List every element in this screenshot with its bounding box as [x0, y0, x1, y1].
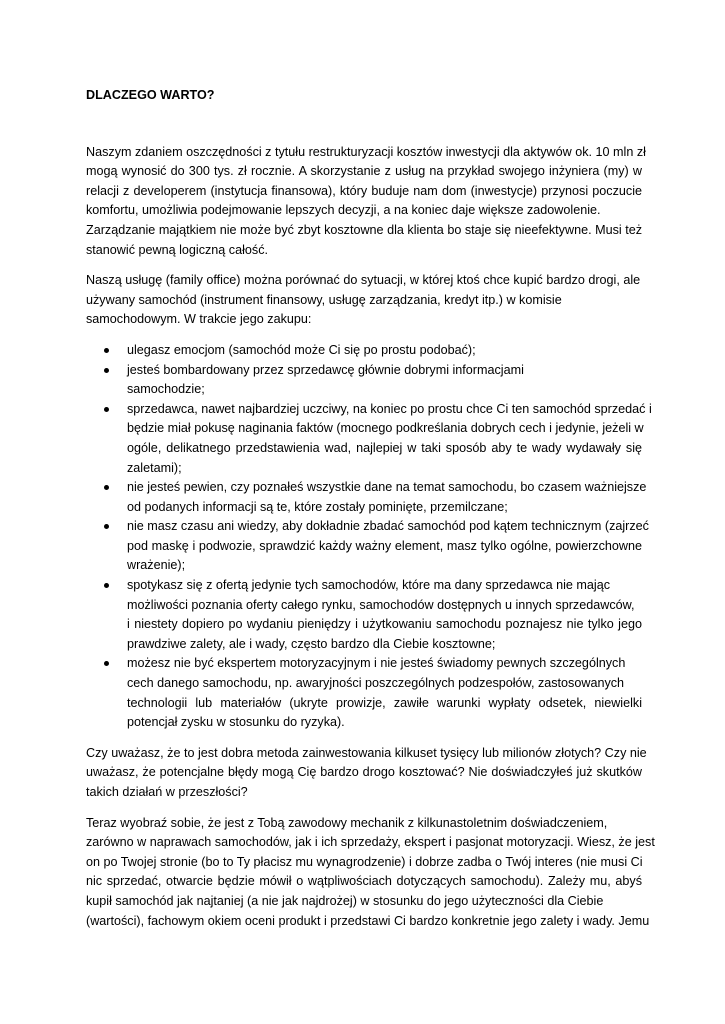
text-line: Naszym zdaniem oszczędności z tytułu restrukturyzacji kosztów inwestycji dla aktywów ok. 10 mln zł — [86, 144, 646, 159]
text-line: stanowić pewną logiczną całość. — [86, 242, 269, 257]
intro-paragraph — [86, 143, 646, 261]
text-line: pod maskę i podwozie, sprawdzić każdy ważny element, masz tylko ogólne, powierzchowne — [127, 538, 642, 553]
bullet-icon — [104, 407, 109, 412]
text-line: Zarządzanie majątkiem nie może być zbyt kosztowne dla klienta bo staje się nieefektywne. Musi też — [86, 222, 642, 237]
text-line: zarówno w naprawach samochodów, jak i ich sprzedaży, ekspert i pasjonat motoryzacji. Wiesz, że jest — [86, 835, 655, 850]
bullet-icon — [104, 485, 109, 490]
list-item — [86, 361, 642, 400]
text-line: używany samochód (instrument finansowy, usługę zarządzania, kredyt itp.) w komisie — [86, 292, 562, 307]
text-line: ulegasz emocjom (samochód może Ci się po prostu podobać); — [127, 342, 476, 357]
text-line: nie jesteś pewien, czy poznałeś wszystkie dane na temat samochodu, bo czasem ważniejsze — [127, 480, 647, 495]
text-line: spotykasz się z ofertą jedynie tych samochodów, które ma dany sprzedawca nie mając — [127, 578, 610, 593]
list-item — [86, 400, 652, 478]
bullet-icon — [104, 661, 109, 666]
list-item — [86, 654, 642, 732]
text-line: możliwości poznania oferty całego rynku, samochodów dostępnych u innych sprzedawców, — [127, 597, 635, 612]
text-line: potencjał zysku w stosunku do ryzyka). — [127, 715, 345, 730]
mechanic-paragraph — [86, 814, 655, 932]
bullet-icon — [104, 524, 109, 529]
text-line: możesz nie być ekspertem motoryzacyjnym i nie jesteś świadomy pewnych szczególnych — [127, 656, 626, 671]
text-line: technologii lub materiałów (ukryte prowizje, zawiłe warunki wypłaty odsetek, niewielki — [127, 695, 642, 710]
text-line: będzie miał pokusę naginania faktów (mocnego podkreślania dobrych cech i jedynie, jeżeli w — [127, 421, 644, 436]
text-line: wrażenie); — [127, 558, 186, 573]
text-line: jesteś bombardowany przez sprzedawcę głównie dobrymi informacjami — [127, 362, 524, 377]
text-line: Teraz wyobraź sobie, że jest z Tobą zawodowy mechanik z kilkunastoletnim doświadczeniem, — [86, 815, 608, 830]
text-line: nic sprzedać, otwarcie będzie mówił o wątpliwościach dotyczących samochodu). Zależy mu, abyś — [86, 874, 642, 889]
text-line: samochodzie; — [127, 382, 205, 397]
document-page — [86, 86, 655, 942]
text-line: samochodowym. W trakcie jego zakupu: — [86, 312, 312, 327]
text-line: on po Twojej stronie (bo to Ty płacisz mu wynagrodzenie) i dobrze zadba o Twój interes (nie musi Ci — [86, 854, 643, 869]
text-line: Naszą usługę (family office) można porównać do sytuacji, w której ktoś chce kupić bardzo drogi, ale — [86, 273, 641, 288]
text-line: uważasz, że potencjalne błędy mogą Cię bardzo drogo kosztować? Nie doświadczyłeś już skutków — [86, 765, 642, 780]
text-line: (wartości), fachowym okiem oceni produkt i przedstawi Ci bardzo konkretnie jego zalety i wady. Jemu — [86, 913, 650, 928]
document-heading: DLACZEGO WARTO? — [86, 88, 215, 102]
bullet-icon — [104, 583, 109, 588]
text-line: od podanych informacji są te, które zostały pominięte, przemilczane; — [127, 499, 508, 514]
text-line: i niestety dopiero po wydaniu pieniędzy i użytkowaniu samochodu poznajesz nie tylko jego — [127, 617, 642, 632]
list-item — [86, 576, 642, 654]
text-line: Czy uważasz, że to jest dobra metoda zainwestowania kilkuset tysięcy lub milionów złotych? Czy nie — [86, 745, 647, 760]
question-paragraph — [86, 744, 647, 803]
text-line: zaletami); — [127, 460, 182, 475]
text-line: relacji z developerem (instytucja finansowa), który buduje nam dom (inwestycje) przynosi poczucie — [86, 183, 642, 198]
list-item — [86, 341, 642, 361]
text-line: cech danego samochodu, np. awaryjności poszczególnych podzespołów, zastosowanych — [127, 676, 625, 691]
bullet-list — [86, 341, 652, 733]
text-line: kupił samochód jak najtaniej (a nie jak najdrożej) w stosunku do jego użyteczności dla Ciebie — [86, 893, 604, 908]
list-item — [86, 517, 649, 576]
text-line: komfortu, umożliwia podejmowanie lepszych decyzji, a na koniec daje większe zadowolenie. — [86, 203, 601, 218]
text-line: mogą wynosić do 300 tys. zł rocznie. A skorzystanie z usług na przykład swojego inżyniera (my) w — [86, 164, 642, 179]
text-line: nie masz czasu ani wiedzy, aby dokładnie zbadać samochód pod kątem technicznym (zajrzeć — [127, 519, 649, 534]
text-line: prawdziwe zalety, ale i wady, często bardzo dla Ciebie kosztowne; — [127, 636, 496, 651]
list-item — [86, 478, 647, 517]
bullet-icon — [104, 368, 109, 373]
text-line: ogóle, delikatnego przedstawienia wad, najlepiej w taki sposób aby te wady wydawały się — [127, 440, 642, 455]
text-line: takich działań w przeszłości? — [86, 785, 248, 799]
bullet-icon — [104, 348, 109, 353]
text-line: sprzedawca, nawet najbardziej uczciwy, na koniec po prostu chce Ci ten samochód sprzedać i — [127, 401, 652, 416]
comparison-paragraph — [86, 271, 642, 330]
